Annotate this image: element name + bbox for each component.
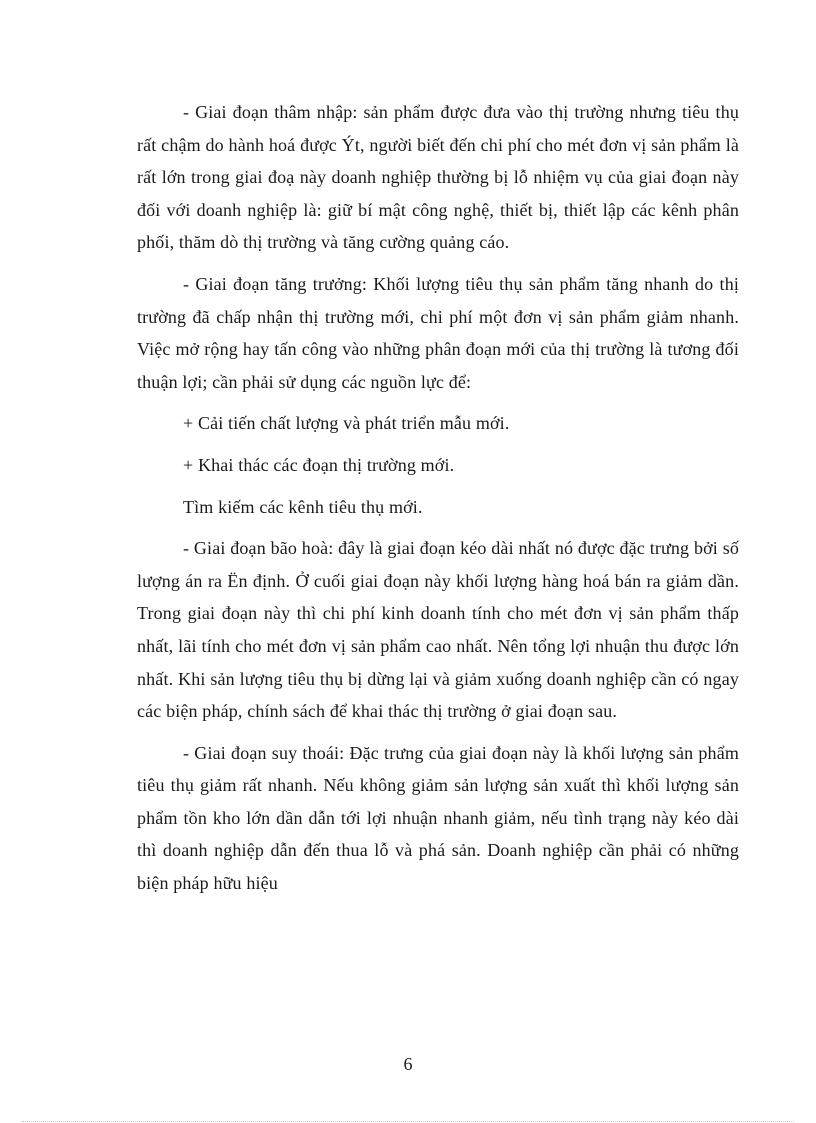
page-number: 6	[403, 1054, 413, 1074]
paragraph-saturation-stage: - Giai đoạn bão hoà: đây là giai đoạn kéo dài nhất nó được đặc trưng bởi số lượng án ra Ën định. Ở cuối giai đoạn này khối lượng hàng hoá bán ra giảm dần. Trong giai đoạn này thì chi phí kinh doanh tính cho mét đơn vị sản phẩm thấp nhất, lãi tính cho mét đơn vị sản phẩm cao nhất. Nên tổng lợi nhuận thu được lớn nhất. Khi sản lượng tiêu thụ bị dừng lại và giảm xuống doanh nghiệp cần có ngay các biện pháp, chính sách để khai thác thị trường ở giai đoạn sau.	[137, 538, 739, 722]
list-item-quality-improvement: + Cải tiến chất lượng và phát triển mẫu mới.	[183, 413, 510, 434]
paragraph-decline-stage: - Giai đoạn suy thoái: Đặc trưng của giai đoạn này là khối lượng sản phẩm tiêu thụ giảm rất nhanh. Nếu không giảm sản lượng sản xuất thì khối lượng sản phẩm tồn kho lớn dần dẫn tới lợi nhuận nhanh giảm, nếu tình trạng này kéo dài thì doanh nghiệp dẫn đến thua lỗ và phá sản. Doanh nghiệp cần phải có những biện pháp hữu hiệu	[137, 742, 739, 894]
paragraph-penetration-stage: - Giai đoạn thâm nhập: sản phẩm được đưa vào thị trường nhưng tiêu thụ rất chậm do hành hoá được Ýt, người biết đến chi phí cho mét đơn vị sản phẩm là rất lớn trong giai đoạ này doanh nghiệp thường bị lỗ nhiệm vụ của giai đoạn này đối với doanh nghiệp là: giữ bí mật công nghệ, thiết bị, thiết lập các kênh phân phối, thăm dò thị trường và tăng cường quảng cáo.	[137, 102, 739, 253]
page-bottom-divider	[22, 1121, 794, 1122]
list-item-new-channels: Tìm kiếm các kênh tiêu thụ mới.	[183, 496, 423, 517]
paragraph-growth-stage: - Giai đoạn tăng trưởng: Khối lượng tiêu thụ sản phẩm tăng nhanh do thị trường đã chấp nhận thị trường mới, chi phí một đơn vị sản phẩm giảm nhanh. Việc mở rộng hay tấn công vào những phân đoạn mới của thị trường là tương đối thuận lợi; cần phải sử dụng các nguồn lực để:	[137, 273, 739, 392]
page-body	[137, 96, 739, 909]
list-item-new-segments: + Khai thác các đoạn thị trường mới.	[183, 454, 455, 475]
